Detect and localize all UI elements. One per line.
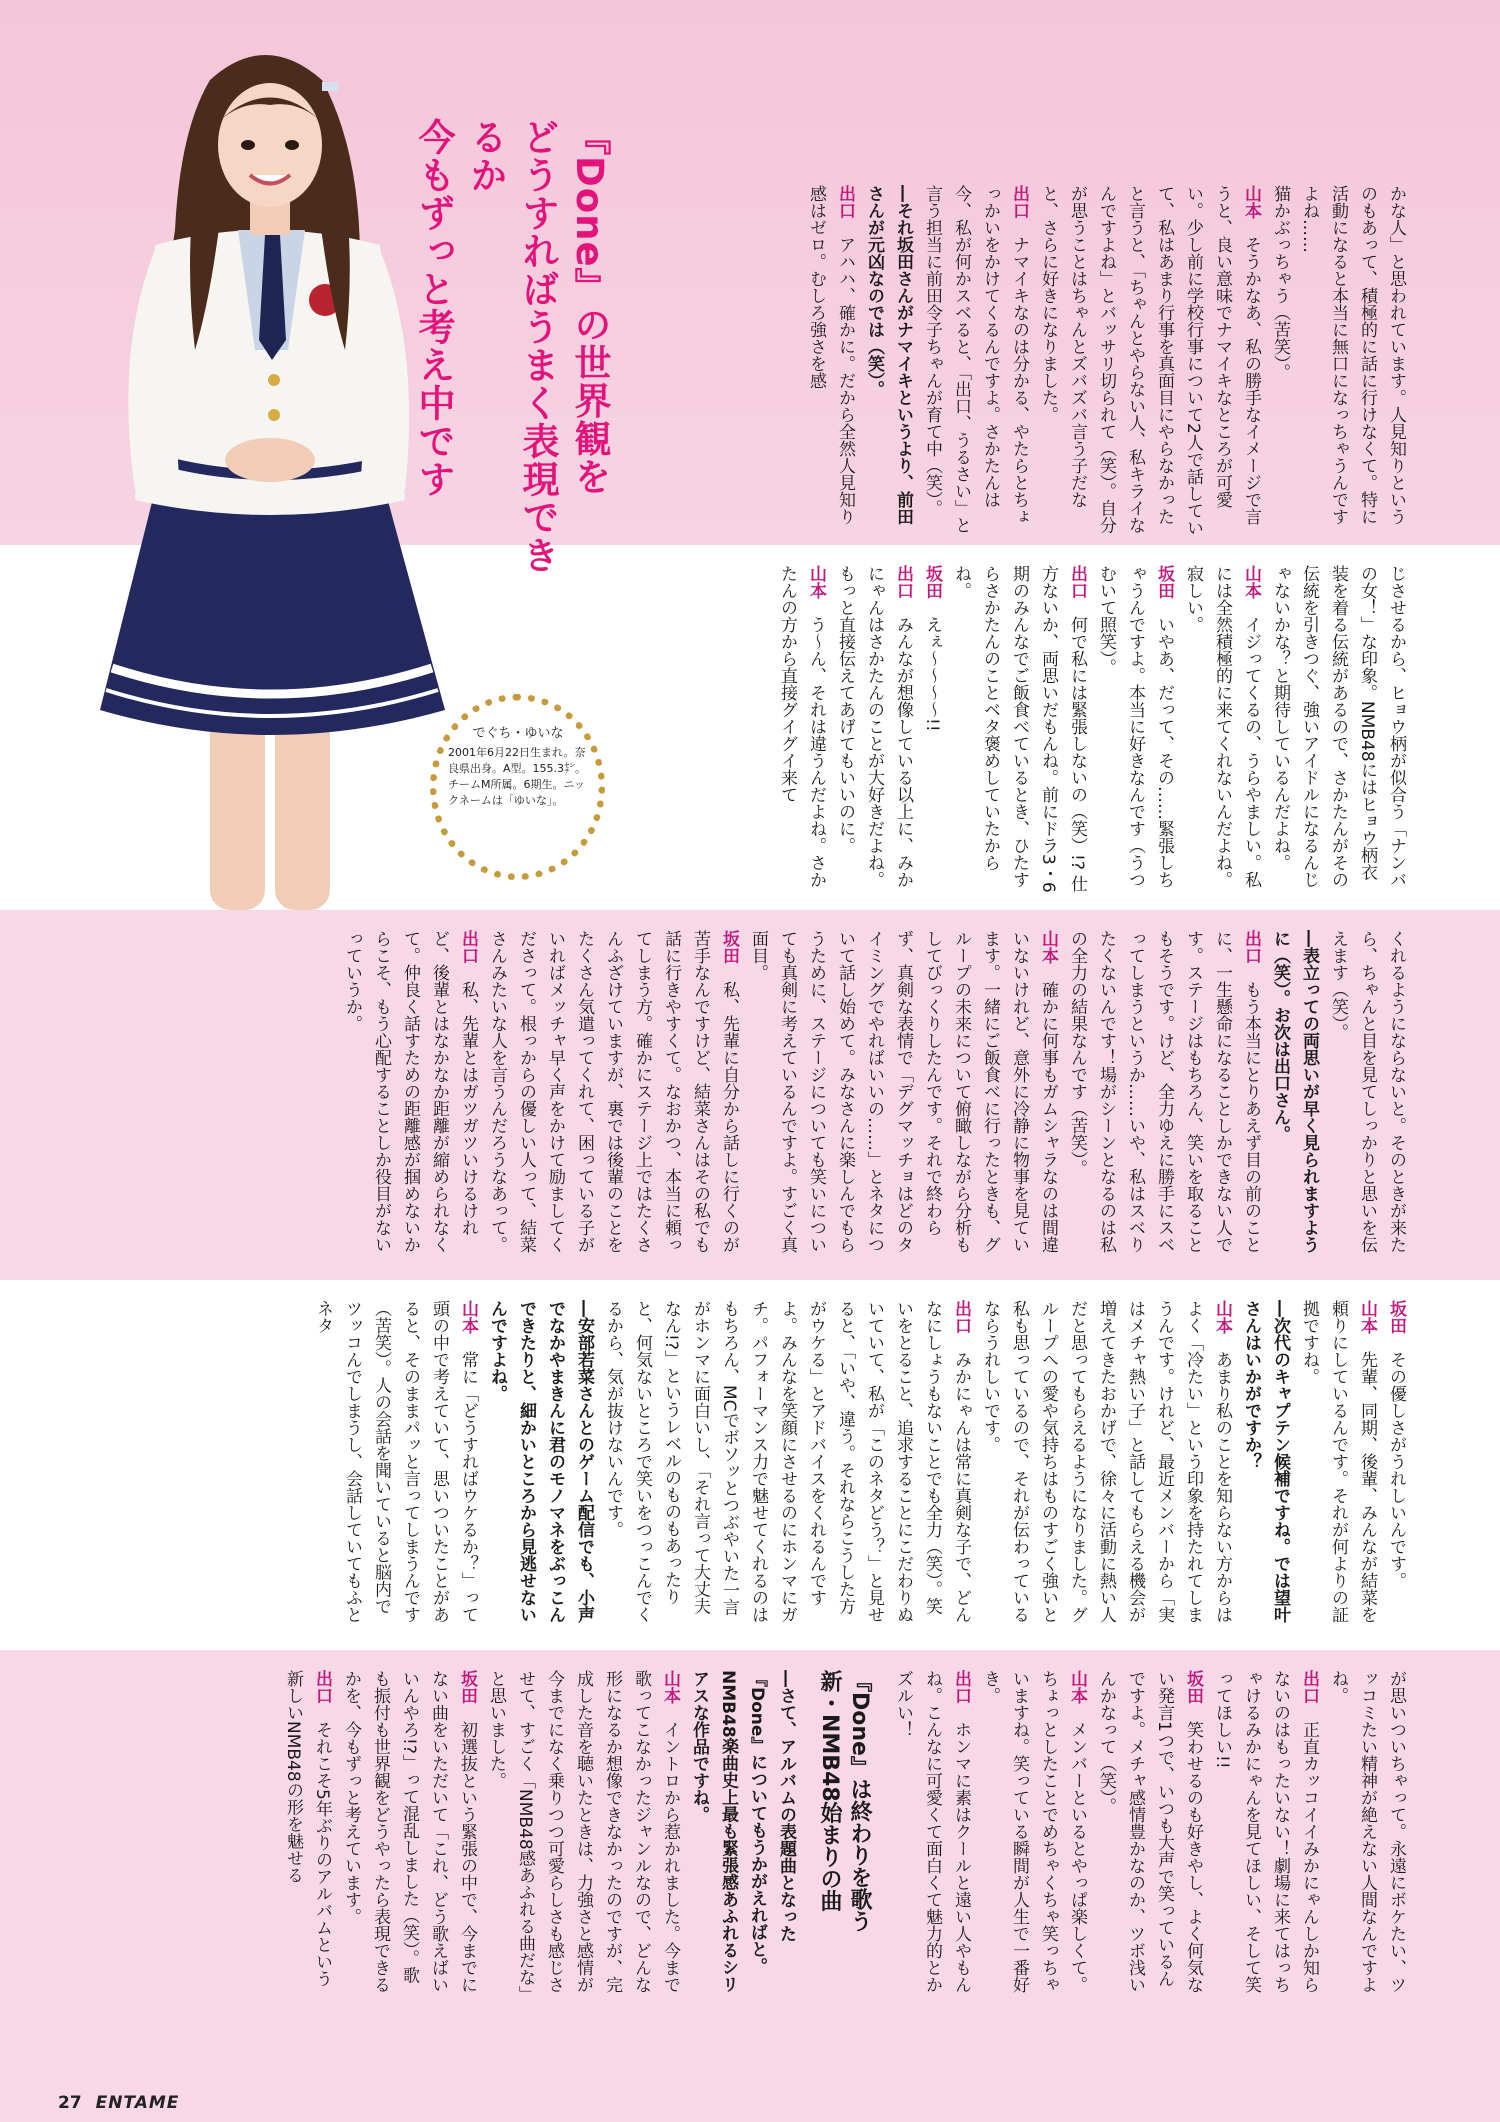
speaker-name: 出口 bbox=[458, 930, 478, 981]
speech-text: 正直カッコイイみかにゃんしか知らないのはもったいない！劇場に来てはっちゃけるみかにゃんを見てほしい、そして笑ってほしい!! bbox=[1212, 1670, 1319, 1993]
speech-text: その優しさがうれしいんです。 bbox=[1386, 1351, 1406, 1589]
paragraph bbox=[337, 930, 482, 1260]
paragraph bbox=[1178, 565, 1265, 895]
speaker-name: 坂田 bbox=[1154, 565, 1174, 616]
speech-text: イントロから惹かれました。今まで歌ってこなかったジャンルなので、どんな形になるか想像できなかったのですが、完成した音を聴いたときは、力強さと感情が今までになく乗りつつ可愛らしさも感じさせて、すごく「NMB48感あふれる曲だな」と思いました。 bbox=[486, 1670, 680, 1995]
interviewer-question: ―表立っての両思いが早く見られますように（笑）。お次は出口さん。 bbox=[1270, 930, 1319, 1253]
article-column-4 bbox=[130, 1300, 1410, 1630]
speaker-name: 山本 bbox=[1212, 1300, 1232, 1351]
speaker-name: 山本 bbox=[1241, 565, 1261, 616]
subheading-line-2: 新・NMB48始まりの曲 bbox=[817, 1670, 842, 1912]
headline-line-1: 『Done』の世界観を bbox=[568, 118, 611, 496]
paragraph bbox=[482, 930, 743, 1260]
speech-text: えぇ～～～～!! bbox=[922, 616, 942, 732]
speaker-name: 出口 bbox=[1067, 565, 1087, 616]
article-column-5 bbox=[130, 1670, 1410, 2000]
interviewer-question: ―安部若菜さんとのゲーム配信でも、小声でなかやまきんに君のモノマネをぶっこんできたりと、細かいところから見逃せないんですよね。 bbox=[487, 1300, 594, 1623]
headline bbox=[412, 118, 615, 578]
paragraph bbox=[1265, 565, 1410, 895]
paragraph bbox=[888, 1670, 975, 2000]
speaker-name: 出口 bbox=[1299, 1670, 1319, 1721]
speaker-name: 出口 bbox=[312, 1670, 332, 1721]
interviewer-question: ―さて、アルバムの表題曲となった『Done』についてもうかがえればと。NMB48楽曲史上最も緊張感あふれるシリアスな作品ですね。 bbox=[689, 1670, 796, 1993]
speech-text: 何で私には緊張しないの（笑）!? 仕方ないか、両思いだもんね。前にドラ3・6期のみんなでご飯食べているとき、ひたすらさかたんのことベタ褒めしていたからね。 bbox=[951, 565, 1087, 893]
headline-line-3: 今もずっと考え中です bbox=[412, 118, 455, 498]
speech-text: う～ん、それは違うんだよね。さかたんの方から直接グイグイ来て bbox=[777, 565, 826, 888]
paragraph bbox=[1265, 185, 1294, 540]
paragraph bbox=[1062, 930, 1265, 1260]
page-footer bbox=[58, 2093, 179, 2113]
paragraph bbox=[801, 185, 859, 540]
page-number: 27 bbox=[58, 2093, 82, 2113]
article-column-2 bbox=[650, 565, 1410, 895]
speaker-name: 山本 bbox=[458, 1300, 478, 1351]
speech-text: メンバーといるとやっぱ楽しくて。ちょっとしたことでめちゃくちゃ笑っちゃいますね。笑っている瞬間が人生で一番好き。 bbox=[980, 1670, 1087, 1993]
paragraph bbox=[1265, 930, 1323, 1260]
magazine-brand: ENTAME bbox=[95, 2093, 180, 2113]
paragraph bbox=[684, 1670, 800, 2000]
speaker-name: 出口 bbox=[951, 1670, 971, 1721]
speech-text: あまり私のことを知らない方からはよく「冷たい」という印象を持たれてしまうんです。けれど、最近メンバーから「実はメチャ熱い子」と話してもらえる機会が増えてきたおかげで、徐々に活動に熱い人だと思ってもらえるようになりました。グループへの愛や気持ちはものすごく強いと私も思っているので、それが伝わっているならうれしいです。 bbox=[980, 1300, 1232, 1623]
speaker-name: 出口 bbox=[1009, 185, 1029, 236]
speech-text: みかにゃんは常に真剣な子で、どんなにしょうもないことでも全力（笑）。笑いをとること、追求することにこだわりぬいていて、私が「このネタどう？」と見せると、「いや、違う。それならこうした方がウケる」とアドバイスをくれるんですよ。みんなを笑顔にさせるのにホンマにガチ。パフォーマンス力で魅せてくれるのはもちろん、MCでボソッとつぶやいた一言がホンマに面白いし、「それ言って大丈夫なん!?」というレベルのものもあったりと、何気ないところで笑いをつっこんでくるから、気が抜けないんです。 bbox=[603, 1300, 971, 1623]
profile-caption-text bbox=[448, 722, 588, 809]
speech-text: かな人」と思われています。人見知りというのもあって、積極的に話に行けなくて。特に活動になると本当に無口になっちゃうんですよね…… bbox=[1299, 185, 1406, 525]
speech-text: イジってくるの、うらやましい。私には全然積極的に来てくれないんだよね。寂しい。 bbox=[1183, 565, 1261, 888]
article-column-3 bbox=[130, 930, 1410, 1260]
speaker-name: 坂田 bbox=[922, 565, 942, 616]
paragraph bbox=[481, 1670, 684, 2000]
speech-text: 私、先輩とはガツガツいけるけれど、後輩とはなかなか距離が縮められなくて。仲良く話すための距離感が掴めないからこそ、もう心配することしか役目がないっていうか。 bbox=[342, 930, 478, 1253]
speech-text: 確かに何事もガムシャラなのは間違いないけれど、意外に冷静に物事を見ています。一緒にご飯食べに行ったときも、グループの未来について俯瞰しながら分析もしてびっくりしたんです。それで終わらず、真剣な表情で「デグマッチョはどのタイミングでやればいいの……」とネタについて話し始めて。みなさんに楽しんでもらうために、ステージについても笑いについても真剣に考えているんですよ。すごく真面目。 bbox=[748, 930, 1058, 1253]
speaker-name: 坂田 bbox=[1183, 1670, 1203, 1721]
speech-text: 初選抜という緊張の中で、今までにない曲をいただいて「これ、どう歌えばいいんやろ!?」って混乱しました（笑）。歌も振付も世界観をどうやったら表現できるかを、今もずっと考えています。 bbox=[341, 1670, 477, 1993]
speech-text: 笑わせるのも好きやし、よく何気ない発言1つで、いつも大声で笑っているんですよ。メチャ感情豊かなのか、ツボ浅いんかなって（笑）。 bbox=[1096, 1670, 1203, 1993]
speech-text: じさせるから、ヒョウ柄が似合う「ナンバの女！」な印象。NMB48にはヒョウ柄衣装を着る伝統があるので、さかたんがその伝統を引きつぐ、強いアイドルになるんじゃないかな？と期待しているんだよね。 bbox=[1270, 565, 1406, 888]
speaker-name: 出口 bbox=[893, 565, 913, 616]
paragraph bbox=[336, 1670, 481, 2000]
paragraph bbox=[598, 1300, 975, 1630]
speaker-name: 出口 bbox=[951, 1300, 971, 1351]
speech-text: みんなが想像している以上に、みかにゃんはさかたんのことが大好きだよね。もっと直接伝えてあげてもいいのに。 bbox=[835, 565, 913, 888]
paragraph bbox=[946, 565, 1091, 895]
speech-text: アハハ、確かに。だから全然人見知り感はゼロ。むしろ強さを感 bbox=[806, 185, 855, 525]
paragraph bbox=[975, 1300, 1236, 1630]
paragraph bbox=[1091, 565, 1178, 895]
paragraph bbox=[743, 930, 1062, 1260]
speech-text: 先輩、同期、後輩、みんなが結菜を頼りにしているんです。それが何よりの証拠ですね。 bbox=[1299, 1300, 1377, 1623]
speaker-name: 山本 bbox=[1067, 1670, 1087, 1721]
paragraph bbox=[1207, 1670, 1323, 2000]
paragraph bbox=[482, 1300, 598, 1630]
subheading-line-1: 『Done』は終わりを歌う bbox=[847, 1670, 872, 1932]
paragraph bbox=[917, 185, 1033, 540]
speaker-name: 坂田 bbox=[457, 1670, 477, 1721]
speech-text: もう本当にとりあえず目の前のことに、一生懸命になることしかできない人です。ステージはもちろん、笑いを取ることもそうです。けど、全力ゆえに勝手にスベってしまうというか……いや、私はスベりたくないんです！場がシーンとなるのは私の全力の結果なんです（苦笑）。 bbox=[1067, 930, 1261, 1253]
speech-text: いやあ、だって、その……緊張しちゃうんですよ。本当に好きなんです（うつむいて照笑）。 bbox=[1096, 565, 1174, 888]
speaker-name: 山本 bbox=[660, 1670, 680, 1721]
speech-text: くれるようにならないと。そのときが来たら、ちゃんと目を見てしっかりと思いを伝えます（笑）。 bbox=[1328, 930, 1406, 1253]
speaker-name: 山本 bbox=[806, 565, 826, 616]
speech-text: が思いついちゃって。永遠にボケたい、ツッコミたい精神が絶えない人間なんですよね。 bbox=[1328, 1670, 1406, 1993]
paragraph bbox=[1323, 1670, 1410, 2000]
subheading bbox=[814, 1670, 874, 2000]
profile-bio: 2001年6月22日生まれ。奈良県出身。A型。155.3㌢。チームM所属。6期生。ニックネームは「ゆいな」。 bbox=[448, 746, 587, 807]
speaker-name: 出口 bbox=[1241, 930, 1261, 981]
speech-text: ナマイキなのは分かる、やたらとちょっかいをかけてくるんですよ。さかたんは今、私が何かスベると、「出口、うるさい」と言う担当に前田令子ちゃんが育て中（笑）。 bbox=[922, 185, 1029, 534]
speech-text: ホンマに素はクールと遠い人やもんね。こんなに可愛くて面白くて魅力的とかズルい！ bbox=[893, 1670, 971, 1993]
paragraph bbox=[1294, 185, 1410, 540]
article-column-1 bbox=[650, 185, 1410, 540]
speech-text: 猫かぶっちゃう（苦笑）。 bbox=[1270, 185, 1290, 381]
paragraph bbox=[772, 565, 830, 895]
speaker-name: 山本 bbox=[1038, 930, 1058, 981]
speaker-name: 山本 bbox=[1357, 1300, 1377, 1351]
speaker-name: 山本 bbox=[1241, 185, 1261, 236]
speech-text: 常に「どうすればウケるか？」って頭の中で考えていて、思いついたことがあると、そのままパッと言ってしまうんです（苦笑）。人の会話を聞いていると脳内でツッコんでしまうし、会話していてもふとネタ bbox=[313, 1300, 478, 1623]
paragraph bbox=[859, 185, 917, 540]
speech-text: 私、先輩に自分から話しに行くのが苦手なんですけど、結菜さんはその私でも話に行きやすくて。なおかつ、本当に頼ってしまう方。確かにステージ上ではたくさんふざけていますが、裏では後輩のことをたくさん気遣ってくれて、困っている子がいればメッチャ早く声をかけて励ましてくださって。根っからの優しい人って、結菜さんみたいな人を言うんだろうなあって。 bbox=[487, 930, 739, 1253]
paragraph bbox=[917, 565, 946, 895]
paragraph bbox=[830, 565, 917, 895]
profile-caption bbox=[430, 694, 605, 880]
paragraph bbox=[1381, 1300, 1410, 1630]
headline-line-2: どうすればうまく表現できるか bbox=[464, 118, 559, 574]
paragraph bbox=[975, 1670, 1091, 2000]
paragraph bbox=[1323, 930, 1410, 1260]
paragraph bbox=[1091, 1670, 1207, 2000]
paragraph bbox=[1236, 1300, 1294, 1630]
speech-text: そうかなあ、私の勝手なイメージで言うと、良い意味でナマイキなところが可愛い。少し前に学校行事について2人で話していて、私はあまり行事を真面目にやらなかったと言うと、「ちゃんとやらない人、私キライなんですよね」とバッサリ切られて（笑）。自分が思うことはちゃんとズバズバ言う子だなと、さらに好きになりました。 bbox=[1038, 185, 1261, 536]
paragraph bbox=[308, 1300, 482, 1630]
speaker-name: 坂田 bbox=[719, 930, 739, 981]
speech-text: それこそ5年ぶりのアルバムという新しいNMB48の形を魅せる bbox=[283, 1670, 332, 1987]
paragraph bbox=[1294, 1300, 1381, 1630]
paragraph bbox=[1033, 185, 1265, 540]
speaker-name: 出口 bbox=[835, 185, 855, 236]
speaker-name: 坂田 bbox=[1386, 1300, 1406, 1351]
interviewer-question: ―次代のキャプテン候補ですね。では望叶さんはいかがですか？ bbox=[1241, 1300, 1290, 1623]
profile-name: でぐち・ゆいな bbox=[472, 726, 564, 741]
interviewer-question: ―それ坂田さんがナマイキというより、前田さんが元凶なのでは（笑）。 bbox=[864, 185, 913, 525]
paragraph bbox=[278, 1670, 336, 2000]
